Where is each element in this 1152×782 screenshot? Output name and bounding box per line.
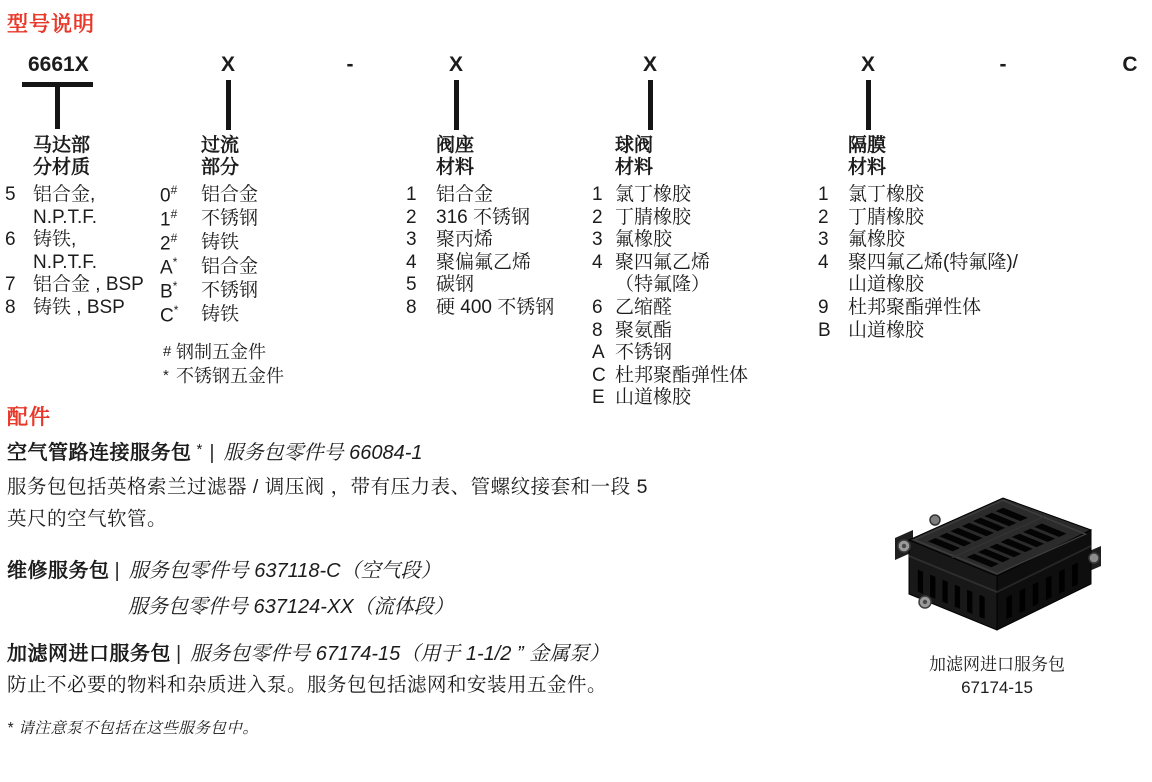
column-header-line: 材料: [848, 157, 887, 178]
material-label: 铝合金 , BSP: [33, 274, 144, 296]
spec-row: [160, 208, 258, 232]
spec-row: [592, 297, 748, 320]
spec-row: [592, 342, 748, 365]
figure-caption-line: 加滤网进口服务包: [929, 655, 1065, 674]
material-label: 氟橡胶: [848, 229, 906, 251]
material-label: 硬 400 不锈钢: [436, 296, 555, 318]
spec-row: [406, 297, 554, 320]
part-number: 服务包零件号 637118-C（空气段）: [128, 560, 441, 582]
code-cell: 5: [5, 184, 16, 205]
code-cell: B*: [160, 278, 178, 303]
code-cell: 8: [406, 296, 417, 318]
code-cell: 3: [406, 229, 417, 251]
code-cell: B: [818, 319, 831, 341]
accessory-name: 空气管路连接服务包: [7, 442, 192, 464]
material-label: 氯丁橡胶: [848, 184, 925, 205]
code-cell: 2: [818, 206, 829, 228]
hardware-mark: #: [170, 183, 178, 197]
spec-row: [5, 297, 144, 320]
material-label: 铝合金: [436, 184, 494, 205]
material-label: 碳钢: [436, 274, 475, 296]
hardware-footnote: [163, 340, 284, 364]
material-label: （特氟隆）: [615, 274, 711, 296]
accessory-part-number-line: [128, 590, 454, 619]
spec-row: [818, 229, 1018, 252]
code-cell: 9: [818, 296, 829, 318]
code-cell: 1: [406, 184, 417, 205]
spec-row: [592, 252, 748, 275]
spec-row: [160, 232, 258, 256]
column-header: [436, 135, 554, 179]
spec-row: [592, 365, 748, 388]
spec-row: [818, 184, 1018, 207]
code-cell: 8: [5, 296, 16, 318]
column-header-line: 隔膜: [848, 135, 887, 156]
column-wetted-section: [160, 135, 258, 328]
material-label: 山道橡胶: [615, 387, 692, 409]
code-cell: [818, 274, 848, 297]
column-header: [615, 135, 748, 179]
column-header-line: 阀座: [436, 135, 475, 156]
spec-row: [5, 274, 144, 297]
model-code-x1: X: [220, 53, 236, 76]
spec-row: [406, 274, 554, 297]
material-label: 聚四氟乙烯: [615, 251, 711, 273]
column-ball-valve-material: [592, 135, 748, 410]
code-cell: 8: [592, 319, 603, 341]
connector-line-5: [866, 80, 871, 130]
material-label: 铝合金: [201, 184, 259, 205]
code-cell: 6: [592, 296, 603, 318]
material-label: 聚丙烯: [436, 229, 494, 251]
material-label: 乙缩醛: [615, 296, 673, 318]
part-number: 服务包零件号 67174-15（用于 1-1/2 ” 金属泵）: [190, 643, 610, 665]
material-label: 丁腈橡胶: [848, 206, 925, 228]
code-cell: [5, 207, 33, 230]
column-header: [201, 135, 258, 179]
code-cell: 7: [5, 274, 16, 296]
spec-row: [818, 274, 1018, 297]
connector-line-4: [648, 80, 653, 130]
spec-row: [818, 252, 1018, 275]
accessory-strainer-kit-title: [7, 637, 609, 666]
footnote-asterisk: *: [196, 441, 203, 458]
model-code-base: 6661X: [28, 53, 89, 76]
accessory-repair-kit-title: [7, 554, 441, 583]
material-label: 铸铁: [201, 303, 240, 325]
spec-row: [406, 229, 554, 252]
accessory-description-line: 防止不必要的物料和杂质进入泵。服务包包括滤网和安装用五金件。: [7, 674, 608, 696]
material-label: 铸铁 , BSP: [33, 296, 125, 318]
column-motor-material: [5, 135, 144, 320]
code-cell: 3: [592, 229, 603, 251]
material-label: 不锈钢: [615, 342, 673, 364]
accessory-name: 加滤网进口服务包: [7, 643, 171, 665]
hardware-footnotes: [163, 340, 284, 388]
code-cell: 0#: [160, 183, 178, 207]
spec-row: [5, 207, 144, 230]
material-label: 氯丁橡胶: [615, 184, 692, 205]
accessory-air-line-kit-title: [7, 436, 423, 465]
connector-line-1: [55, 82, 60, 129]
code-cell: [5, 252, 33, 275]
hardware-mark: *: [173, 302, 179, 317]
spec-row: [592, 229, 748, 252]
hardware-mark: #: [170, 206, 178, 221]
column-header-line: 部分: [201, 157, 240, 178]
spec-row: [592, 184, 748, 207]
code-cell: 4: [592, 251, 603, 273]
spec-row: [160, 184, 258, 208]
connector-line-3: [454, 80, 459, 130]
column-header-line: 马达部: [33, 135, 91, 156]
spec-rows: [5, 184, 144, 320]
spec-row: [160, 280, 258, 304]
spec-row: [160, 304, 258, 328]
hardware-footnote: [163, 364, 284, 388]
hardware-mark: *: [172, 254, 178, 269]
strainer-product-image: [888, 490, 1106, 648]
accessory-description-line: 服务包包括英格索兰过滤器 / 调压阀 ，带有压力表、管螺纹接套和一段 5: [7, 476, 648, 498]
code-cell: 1: [818, 184, 829, 205]
spec-row: [5, 252, 144, 275]
code-cell: [592, 274, 615, 297]
part-number: 服务包零件号 637124-XX（流体段）: [128, 596, 454, 618]
model-code-c: C: [1122, 53, 1138, 76]
spec-rows: [592, 184, 748, 410]
spec-row: [592, 320, 748, 343]
code-cell: E: [592, 387, 605, 409]
code-cell: 2#: [160, 230, 178, 255]
material-label: 铸铁: [201, 231, 240, 253]
footnote-text: 不锈钢五金件: [176, 366, 284, 386]
footnote-text: 钢制五金件: [176, 342, 266, 362]
material-label: 氟橡胶: [615, 229, 673, 251]
code-cell: 2: [592, 206, 603, 228]
spec-rows: [160, 184, 258, 328]
connector-line-2: [226, 80, 231, 130]
hardware-mark: #: [170, 230, 178, 245]
code-cell: 4: [406, 251, 417, 273]
spec-row: [406, 184, 554, 207]
column-header-line: 材料: [436, 157, 475, 178]
spec-rows: [818, 184, 1018, 342]
accessories-section-title: 配件: [7, 406, 51, 429]
material-label: 杜邦聚酯弹性体: [848, 296, 982, 318]
material-label: N.P.T.F.: [33, 251, 98, 273]
column-header-line: 分材质: [33, 157, 91, 178]
model-code-x4: X: [860, 53, 876, 76]
model-code-hyphen-1: -: [346, 53, 354, 76]
material-label: 山道橡胶: [848, 319, 925, 341]
material-label: 丁腈橡胶: [615, 206, 692, 228]
material-label: 杜邦聚酯弹性体: [615, 364, 749, 386]
material-label: 不锈钢: [201, 207, 259, 229]
spec-row: [818, 207, 1018, 230]
material-label: 不锈钢: [201, 279, 259, 301]
accessory-description-line: 英尺的空气软管。: [7, 508, 168, 530]
part-number: 服务包零件号 66084-1: [223, 442, 423, 464]
column-header-line: 球阀: [615, 135, 654, 156]
model-code-x3: X: [642, 53, 658, 76]
column-header-line: 材料: [615, 157, 654, 178]
model-code-hyphen-2: -: [999, 53, 1007, 76]
column-valve-seat-material: [406, 135, 554, 320]
code-cell: 1#: [160, 206, 178, 231]
hardware-mark: #: [163, 343, 172, 360]
spec-row: [406, 252, 554, 275]
spec-row: [5, 184, 144, 207]
spec-rows: [406, 184, 554, 320]
spec-row: [818, 297, 1018, 320]
spec-row: [160, 256, 258, 280]
material-label: 山道橡胶: [848, 274, 925, 296]
code-cell: 4: [818, 251, 829, 273]
page-footnote: * 请注意泵不包括在这些服务包中。: [7, 720, 259, 737]
material-label: 聚偏氟乙烯: [436, 251, 532, 273]
code-cell: A: [592, 342, 605, 364]
code-cell: 6: [5, 229, 16, 251]
column-header-line: 过流: [201, 135, 240, 156]
spec-row: [592, 274, 748, 297]
material-label: 聚四氟乙烯(特氟隆)/: [848, 251, 1018, 273]
spec-row: [592, 207, 748, 230]
material-label: 铸铁,: [33, 229, 77, 251]
hardware-mark: *: [172, 278, 178, 293]
spec-row: [818, 320, 1018, 343]
strainer-illustration: [891, 490, 1103, 648]
spec-row: [5, 229, 144, 252]
separator: |: [209, 442, 215, 464]
code-cell: C: [592, 364, 606, 386]
material-label: 聚氨酯: [615, 319, 673, 341]
figure-caption: [888, 653, 1106, 699]
material-label: N.P.T.F.: [33, 206, 98, 228]
material-label: 316 不锈钢: [436, 206, 530, 228]
material-label: 铝合金,: [33, 184, 96, 205]
figure-caption-line: 67174-15: [961, 678, 1033, 697]
column-header: [848, 135, 1018, 179]
code-cell: 5: [406, 274, 417, 296]
spec-row: [592, 387, 748, 410]
model-code-x2: X: [448, 53, 464, 76]
code-cell: 1: [592, 184, 603, 205]
separator: |: [114, 560, 120, 582]
material-label: 铝合金: [201, 255, 259, 277]
spec-row: [406, 207, 554, 230]
column-diaphragm-material: [818, 135, 1018, 342]
code-cell: 3: [818, 229, 829, 251]
code-cell: C*: [160, 302, 179, 326]
accessory-name: 维修服务包: [7, 560, 110, 582]
code-cell: A*: [160, 254, 178, 279]
hardware-mark: *: [163, 367, 169, 384]
separator: |: [176, 643, 182, 665]
model-section-title: 型号说明: [7, 13, 95, 36]
column-header: [33, 135, 144, 179]
code-cell: 2: [406, 206, 417, 228]
